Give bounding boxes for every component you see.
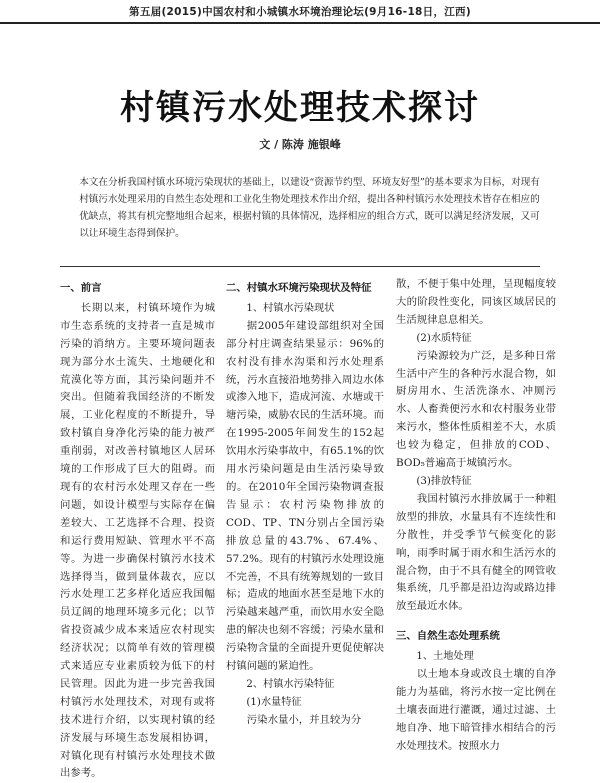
paragraph: 散，不便于集中处理，呈现幅度较大的阶段性变化，同该区域居民的生活规律息息相关。 [396,278,556,326]
paragraph: 长期以来，村镇环境作为城市生态系统的支持者一直是城市污染的消纳方。主要环境问题表现为部分水土流失、土地硬化和荒漠化等方面，其污染问题并不突出。但随着我国经济的不断发展，工业化程度的不断提升，导致村镇自身净化污染的能力被严重削弱，对改善村镇地区人居环境的工作形成了巨大的阻碍。而现有的农村污水处理又存在一些问题，如设计模型与实际存在偏差较大、工艺选择不合理、投资和运行费用短缺、管理水平不高等。为进一步确保村镇污水技术选择得当，做到量体裁衣，应以污水处理工艺多样化适应我国幅员辽阔的地理环境多元化；以节省投资减少成本来适应农村现实经济状况；以简单有效的管理模式来适应专业素质较为低下的村民管理。因此为进一步完善我国村镇污水处理技术，对现有或将技术进行介绍，以实现村镇的经济发展与环境生态发展相协调，对镇化现有村镇污水处理技术做出参考。 [60,301,215,780]
abstract-text: 本文在分析我国村镇水环境污染现状的基础上，以建设“资源节约型、环境友好型”的基本要求为目标，对现有村镇污水处理采用的自然生态处理和工业化生物处理技术作出介绍，提出各种村镇污水处理技术皆存在相应的优缺点，将其有机完整地组合起来，根据村镇的具体情况，选择相应的组合方式，既可以满足经济发展，又可以让环境生态得到保护。 [79,177,540,239]
column-3 [396,276,556,756]
section-heading-intro: 一、前言 [60,282,102,294]
section-heading-pollution: 二、村镇水环境污染现状及特征 [226,282,372,294]
section-heading-ecological: 三、自然生态处理系统 [396,630,500,643]
article-byline: 文 / 陈涛 施银峰 [259,138,341,151]
paragraph: 以土地本身或改良土壤的自净能力为基础，将污水按一定比例在土壤表面进行灌溉，通过过滤、土地自净、地下暗管排水相结合的污水处理技术。按照水力 [396,668,556,752]
subheading: 1、土地处理 [416,651,474,663]
paragraph: 我国村镇污水排放属于一种粗放型的排放，水量具有不连续性和分散性，并受季节气候变化的影响，雨季时属于雨水和生活污水的混合物，由于不具有健全的网管收集系统，几乎都是沿边沟或路边排放至最近水体。 [396,492,556,613]
section-divider [60,266,540,267]
abstract [60,174,540,242]
subheading: (2)水质特征 [416,332,472,344]
paragraph: 污染水量小，并且较为分 [246,713,362,726]
subheading: (3)排放特征 [416,475,472,487]
conference-header-text: 第五届(2015)中国农村和小城镇水环境治理论坛(9月16-18日，江西) [129,5,471,18]
article-title: 村镇污水处理技术探讨 [120,88,480,128]
subheading: 1、村镇水污染现状 [246,302,335,314]
column-1 [60,276,215,783]
paragraph: 污染源较为广泛，是多种日常生活中产生的各种污水混合物，如厨房用水、生活洗涤水、冲厕污水、人畜粪便污水和农村服务业带来污水，整体性质相差不大，水质也较为稳定，但排放的COD、BOD₅普遍高于城镇污水。 [396,349,556,470]
column-2 [226,276,384,730]
subheading: (1)水量特征 [246,696,302,708]
subheading: 2、村镇水污染特征 [246,678,335,690]
conference-header [0,0,600,24]
paragraph: 据2005年建设部组织对全国部分村庄调查结果显示：96%的农村没有排水沟渠和污水处理系统，污水直接沿地势排入周边水体或渗入地下，造成河流、水塘或干塘污染，威胁农民的生活环境。而在1995-2005年间发生的152起饮用水污染事故中，有65.1%的饮用水污染问题是由生活污染导致的。在2010年全国污染物调查报告显示：农村污染物排放的COD、TP、TN分别占全国污染排放总量的43.7%、67.4%、57.2%。现有的村镇污水处理设施不完善，不具有统筹规划的一致目标；造成的地面水甚至是地下水的污染越来越严重，而饮用水安全隐患的解决也刻不容缓；污染水量和污染物含量的全面提升更促使解决村镇问题的紧迫性。 [226,319,384,673]
